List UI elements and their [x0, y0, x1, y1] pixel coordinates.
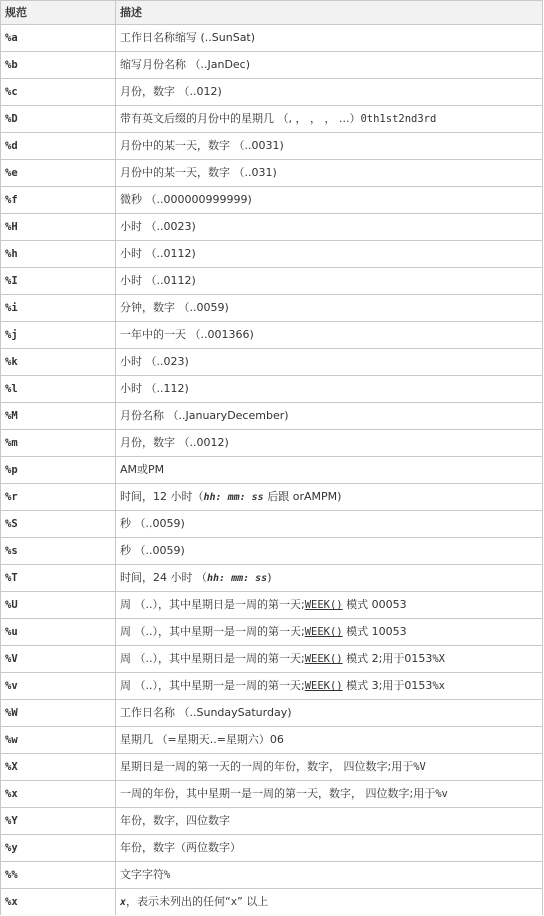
desc-cell	[116, 565, 543, 592]
desc-cell	[116, 376, 543, 403]
desc-text: 小时 （..112)	[120, 382, 189, 395]
desc-text: 月份，数字 （..0012)	[120, 436, 229, 449]
spec-cell: %X	[1, 754, 116, 781]
desc-code: %V	[413, 761, 426, 773]
desc-text: 小时 （..023)	[120, 355, 189, 368]
spec-cell: %H	[1, 214, 116, 241]
desc-text: ” 以上	[237, 894, 269, 908]
week-function-link[interactable]: WEEK()	[304, 653, 343, 665]
table-row	[1, 403, 543, 430]
desc-text: ，表示未列出的任何“	[126, 894, 231, 908]
desc-code: x	[120, 896, 127, 908]
desc-code: %	[164, 869, 171, 881]
table-row	[1, 376, 543, 403]
table-row	[1, 160, 543, 187]
desc-cell	[116, 25, 543, 52]
desc-cell	[116, 79, 543, 106]
table-row	[1, 349, 543, 376]
desc-text: AM或PM	[120, 463, 165, 476]
desc-text: 月份中的某一天，数字 （..031)	[120, 166, 277, 179]
desc-text: 工作日名称 （..SundaySaturday)	[120, 706, 292, 719]
spec-cell: %w	[1, 727, 116, 754]
spec-cell: %j	[1, 322, 116, 349]
desc-cell	[116, 592, 543, 619]
spec-cell: %D	[1, 106, 116, 133]
spec-cell: %x	[1, 781, 116, 808]
desc-text: 月份，数字 （..012)	[120, 85, 222, 98]
desc-cell	[116, 241, 543, 268]
spec-cell: %T	[1, 565, 116, 592]
desc-text: 年份，数字，四位数字	[120, 814, 230, 827]
table-row	[1, 511, 543, 538]
desc-cell	[116, 457, 543, 484]
spec-cell: %U	[1, 592, 116, 619]
spec-cell: %S	[1, 511, 116, 538]
table-row	[1, 295, 543, 322]
desc-code: x	[230, 895, 238, 908]
table-row	[1, 268, 543, 295]
spec-cell: %k	[1, 349, 116, 376]
table-row	[1, 538, 543, 565]
desc-cell	[116, 484, 543, 511]
desc-cell	[116, 322, 543, 349]
week-function-link[interactable]: WEEK()	[304, 626, 343, 638]
table-row	[1, 592, 543, 619]
desc-cell	[116, 889, 543, 916]
spec-cell: %b	[1, 52, 116, 79]
table-row	[1, 322, 543, 349]
desc-cell	[116, 862, 543, 889]
desc-text: 星期日是一周的第一天的一周的年份，数字， 四位数字;用于	[120, 760, 414, 773]
table-row	[1, 619, 543, 646]
header-desc: 描述	[116, 1, 543, 25]
desc-text: 微秒 （..000000999999)	[120, 193, 252, 206]
desc-cell	[116, 619, 543, 646]
spec-cell: %I	[1, 268, 116, 295]
table-row	[1, 754, 543, 781]
desc-text: 带有英文后缀的月份中的星期几 （, ， ， ， ...）	[120, 112, 361, 125]
desc-cell	[116, 106, 543, 133]
desc-cell	[116, 349, 543, 376]
table-row	[1, 700, 543, 727]
desc-text: 周 （..），其中星期日是一周的第一天;	[120, 598, 305, 611]
table-header	[1, 1, 543, 25]
desc-text: 小时 （..0112)	[120, 274, 196, 287]
table-row	[1, 781, 543, 808]
desc-text: 周 （..），其中星期日是一周的第一天;	[120, 652, 305, 665]
desc-text: 时间，24 小时 （	[120, 570, 207, 584]
desc-text: 一周的年份，其中星期一是一周的第一天，数字， 四位数字;用于	[120, 787, 436, 800]
desc-text: 时间，12 小时（	[120, 489, 204, 503]
table-row	[1, 862, 543, 889]
desc-text: 周 （..），其中星期一是一周的第一天;	[120, 679, 305, 692]
desc-text: 一年中的一天 （..001366)	[120, 328, 254, 341]
desc-cell	[116, 295, 543, 322]
table-row	[1, 808, 543, 835]
desc-cell	[116, 538, 543, 565]
spec-cell: %h	[1, 241, 116, 268]
desc-code: hh: mm: ss	[203, 491, 264, 503]
desc-text: 星期几 （=星期天..=星期六）06	[120, 733, 284, 746]
table-row	[1, 835, 543, 862]
spec-cell: %%	[1, 862, 116, 889]
table-body	[1, 25, 543, 916]
spec-cell: %x	[1, 889, 116, 916]
table-row	[1, 241, 543, 268]
desc-cell	[116, 403, 543, 430]
desc-cell	[116, 754, 543, 781]
desc-cell	[116, 268, 543, 295]
spec-cell: %r	[1, 484, 116, 511]
spec-cell: %v	[1, 673, 116, 700]
desc-text: 月份中的某一天，数字 （..0031)	[120, 139, 284, 152]
week-function-link[interactable]: WEEK()	[304, 599, 343, 611]
table-row	[1, 430, 543, 457]
table-row	[1, 673, 543, 700]
spec-cell: %f	[1, 187, 116, 214]
spec-cell: %d	[1, 133, 116, 160]
desc-text: 缩写月份名称 （..JanDec)	[120, 58, 251, 71]
desc-code: hh: mm: ss	[207, 572, 268, 584]
table-row	[1, 565, 543, 592]
desc-cell	[116, 808, 543, 835]
desc-cell	[116, 700, 543, 727]
desc-text: )	[267, 570, 272, 584]
header-row	[1, 1, 543, 25]
desc-cell	[116, 781, 543, 808]
desc-cell	[116, 835, 543, 862]
desc-cell	[116, 511, 543, 538]
desc-cell	[116, 214, 543, 241]
spec-cell: %e	[1, 160, 116, 187]
table-row	[1, 187, 543, 214]
table-row	[1, 79, 543, 106]
desc-code: %v	[435, 788, 448, 800]
spec-cell: %V	[1, 646, 116, 673]
table-row	[1, 133, 543, 160]
header-spec: 规范	[1, 1, 116, 25]
spec-cell: %Y	[1, 808, 116, 835]
table-row	[1, 25, 543, 52]
table-row	[1, 889, 543, 916]
table-row	[1, 214, 543, 241]
table-row	[1, 646, 543, 673]
desc-cell	[116, 430, 543, 457]
desc-text: 秒 （..0059)	[120, 517, 185, 530]
desc-text: 模式 00053	[342, 598, 407, 611]
desc-cell	[116, 646, 543, 673]
desc-text: 文字字符	[120, 868, 164, 881]
table-row	[1, 106, 543, 133]
desc-text: 年份，数字（两位数字）	[120, 841, 241, 854]
spec-cell: %W	[1, 700, 116, 727]
table-row	[1, 727, 543, 754]
desc-code: 0th1st2nd3rd	[360, 113, 437, 125]
table-row	[1, 484, 543, 511]
spec-cell: %l	[1, 376, 116, 403]
spec-cell: %c	[1, 79, 116, 106]
spec-cell: %y	[1, 835, 116, 862]
desc-text: 模式 2;用于0153	[342, 652, 433, 665]
desc-cell	[116, 727, 543, 754]
desc-text: 模式 10053	[342, 625, 407, 638]
spec-cell: %i	[1, 295, 116, 322]
desc-text: 小时 （..0112)	[120, 247, 196, 260]
desc-cell	[116, 673, 543, 700]
desc-cell	[116, 133, 543, 160]
desc-cell	[116, 160, 543, 187]
table-row	[1, 52, 543, 79]
desc-cell	[116, 52, 543, 79]
desc-text: 分钟，数字 （..0059)	[120, 301, 229, 314]
desc-text: 工作日名称缩写 (..SunSat)	[120, 31, 256, 44]
desc-text: 小时 （..0023)	[120, 220, 196, 233]
desc-text: 周 （..），其中星期一是一周的第一天;	[120, 625, 305, 638]
desc-cell	[116, 187, 543, 214]
desc-code: %x	[432, 680, 445, 692]
desc-text: 秒 （..0059)	[120, 544, 185, 557]
desc-text: 后跟 orAMPM)	[263, 489, 342, 503]
table-row	[1, 457, 543, 484]
spec-cell: %M	[1, 403, 116, 430]
desc-text: 月份名称 （..JanuaryDecember)	[120, 409, 289, 422]
spec-cell: %u	[1, 619, 116, 646]
week-function-link[interactable]: WEEK()	[304, 680, 343, 692]
spec-cell: %m	[1, 430, 116, 457]
desc-code: %X	[432, 653, 445, 665]
spec-cell: %p	[1, 457, 116, 484]
spec-cell: %s	[1, 538, 116, 565]
spec-cell: %a	[1, 25, 116, 52]
desc-text: 模式 3;用于0153	[342, 679, 433, 692]
